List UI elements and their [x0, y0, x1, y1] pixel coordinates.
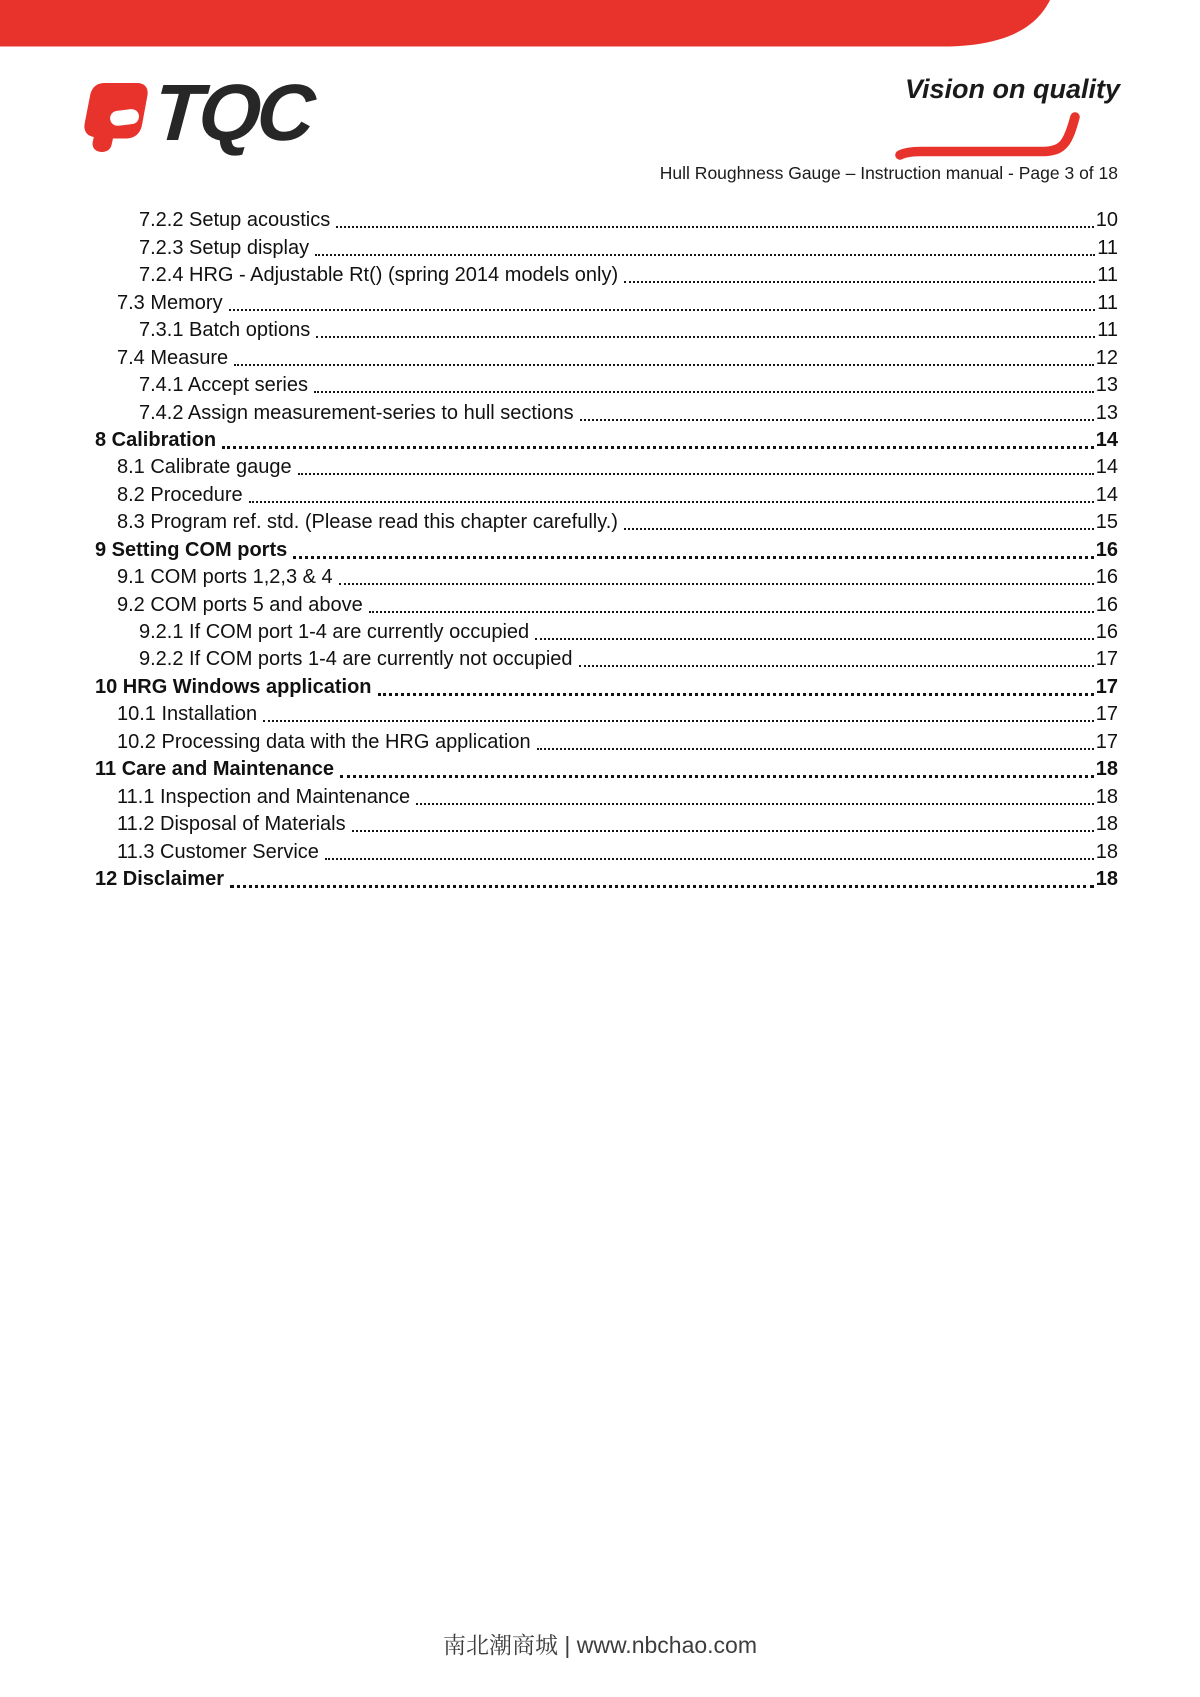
toc-entry-page: 18 — [1095, 813, 1118, 836]
toc-entry-page: 16 — [1095, 538, 1118, 561]
toc-entry-label: 11.1 Inspection and Maintenance — [117, 785, 411, 808]
toc-row — [85, 782, 1118, 809]
toc-leader-dots — [378, 693, 1094, 696]
toc-leader-dots — [624, 281, 1095, 283]
toc-row — [85, 343, 1118, 370]
toc-entry-label: 11 Care and Maintenance — [95, 758, 334, 781]
toc-entry-label: 11.2 Disposal of Materials — [117, 813, 346, 836]
toc-entry-page: 14 — [1095, 483, 1118, 506]
toc-row — [85, 508, 1118, 535]
toc-leader-dots — [369, 611, 1094, 613]
toc-row — [85, 865, 1118, 892]
toc-entry-label: 10.2 Processing data with the HRG application — [117, 730, 531, 753]
toc-entry-page: 14 — [1095, 428, 1118, 451]
toc-entry-label: 8.3 Program ref. std. (Please read this chapter carefully.) — [117, 511, 618, 534]
toc-leader-dots — [336, 226, 1094, 228]
toc-entry-page: 11 — [1097, 291, 1118, 314]
toc-entry-label: 9.2.2 If COM ports 1-4 are currently not occupied — [139, 648, 573, 671]
toc-leader-dots — [293, 556, 1094, 559]
tqc-logo — [78, 68, 315, 157]
toc-leader-dots — [339, 583, 1094, 585]
toc-leader-dots — [535, 638, 1094, 640]
toc-leader-dots — [298, 473, 1094, 475]
toc-entry-page: 18 — [1095, 758, 1118, 781]
toc-row — [85, 727, 1118, 754]
tqc-logo-text: TQC — [150, 68, 315, 157]
toc-leader-dots — [340, 775, 1094, 778]
toc-leader-dots — [537, 748, 1094, 750]
toc-row — [85, 700, 1118, 727]
toc-leader-dots — [229, 309, 1096, 311]
toc-row — [85, 288, 1118, 315]
toc-entry-page: 11 — [1097, 264, 1118, 287]
toc-leader-dots — [416, 803, 1094, 805]
toc-row — [85, 810, 1118, 837]
toc-entry-label: 10 HRG Windows application — [95, 675, 372, 698]
toc-entry-page: 18 — [1095, 840, 1118, 863]
toc-leader-dots — [325, 858, 1094, 860]
toc-entry-page: 12 — [1095, 346, 1118, 369]
toc-leader-dots — [249, 501, 1094, 503]
toc-row — [85, 645, 1118, 672]
toc-entry-page: 13 — [1095, 374, 1118, 397]
toc-leader-dots — [314, 391, 1094, 393]
toc-row — [85, 426, 1118, 453]
toc-row — [85, 480, 1118, 507]
toc-row — [85, 837, 1118, 864]
toc-row — [85, 316, 1118, 343]
toc-row — [85, 261, 1118, 288]
toc-row — [85, 453, 1118, 480]
toc-leader-dots — [579, 665, 1094, 667]
toc-row — [85, 206, 1118, 233]
toc-entry-page: 11 — [1097, 236, 1118, 259]
toc-entry-label: 9 Setting COM ports — [95, 538, 288, 561]
toc-leader-dots — [263, 720, 1094, 722]
toc-entry-label: 7.3 Memory — [117, 291, 223, 314]
toc-row — [85, 618, 1118, 645]
toc-entry-page: 18 — [1095, 785, 1118, 808]
toc-entry-label: 7.2.2 Setup acoustics — [139, 209, 331, 232]
toc-entry-page: 14 — [1095, 456, 1118, 479]
header-red-banner — [0, 0, 1200, 52]
toc-entry-label: 7.4.2 Assign measurement-series to hull sections — [139, 401, 574, 424]
toc-entry-label: 9.1 COM ports 1,2,3 & 4 — [117, 566, 333, 589]
toc-entry-page: 16 — [1095, 566, 1118, 589]
toc-entry-label: 7.2.3 Setup display — [139, 236, 310, 259]
tqc-logo-icon — [78, 80, 148, 154]
toc-entry-label: 8.1 Calibrate gauge — [117, 456, 292, 479]
toc-entry-page: 17 — [1095, 648, 1118, 671]
toc-row — [85, 398, 1118, 425]
toc-entry-label: 7.2.4 HRG - Adjustable Rt() (spring 2014 models only) — [139, 264, 619, 287]
toc-entry-label: 11.3 Customer Service — [117, 840, 319, 863]
toc-entry-label: 10.1 Installation — [117, 703, 258, 726]
tagline-text: Vision on quality — [905, 74, 1121, 104]
footer-watermark: 南北潮商城 | www.nbchao.com — [442, 1632, 757, 1658]
tagline-block — [893, 74, 1121, 165]
toc-list — [85, 206, 1118, 892]
toc-entry-page: 10 — [1095, 209, 1118, 232]
toc-leader-dots — [624, 528, 1094, 530]
toc-entry-page: 16 — [1095, 621, 1118, 643]
toc-entry-label: 9.2.1 If COM port 1-4 are currently occupied — [139, 621, 530, 643]
toc-entry-page: 18 — [1095, 867, 1118, 890]
tagline-swoosh-icon — [893, 107, 1093, 165]
toc-leader-dots — [230, 885, 1094, 888]
toc-leader-dots — [222, 446, 1094, 449]
toc-leader-dots — [316, 336, 1095, 338]
toc-row — [85, 233, 1118, 260]
toc-entry-label: 12 Disclaimer — [95, 867, 224, 890]
toc-leader-dots — [315, 254, 1095, 256]
toc-leader-dots — [234, 364, 1094, 366]
toc-entry-label: 7.4 Measure — [117, 346, 229, 369]
toc-leader-dots — [352, 830, 1094, 832]
toc-entry-page: 15 — [1095, 511, 1118, 534]
toc-row — [85, 590, 1118, 617]
toc-row — [85, 535, 1118, 562]
toc-entry-label: 8.2 Procedure — [117, 483, 243, 506]
toc-row — [85, 755, 1118, 782]
toc-entry-label: 7.3.1 Batch options — [139, 319, 311, 342]
toc-entry-page: 13 — [1095, 401, 1118, 424]
toc-entry-page: 17 — [1095, 730, 1118, 753]
toc-leader-dots — [580, 419, 1094, 421]
toc-row — [85, 371, 1118, 398]
toc-entry-page: 16 — [1095, 593, 1118, 616]
document-meta: Hull Roughness Gauge – Instruction manual - Page 3 of 18 — [659, 163, 1118, 183]
toc-entry-label: 7.4.1 Accept series — [139, 374, 308, 397]
toc-entry-page: 17 — [1095, 675, 1118, 698]
toc-entry-label: 8 Calibration — [95, 428, 217, 451]
toc-entry-label: 9.2 COM ports 5 and above — [117, 593, 363, 616]
toc-entry-page: 11 — [1097, 319, 1118, 342]
toc-row — [85, 563, 1118, 590]
toc-row — [85, 672, 1118, 699]
toc-entry-page: 17 — [1095, 703, 1118, 726]
